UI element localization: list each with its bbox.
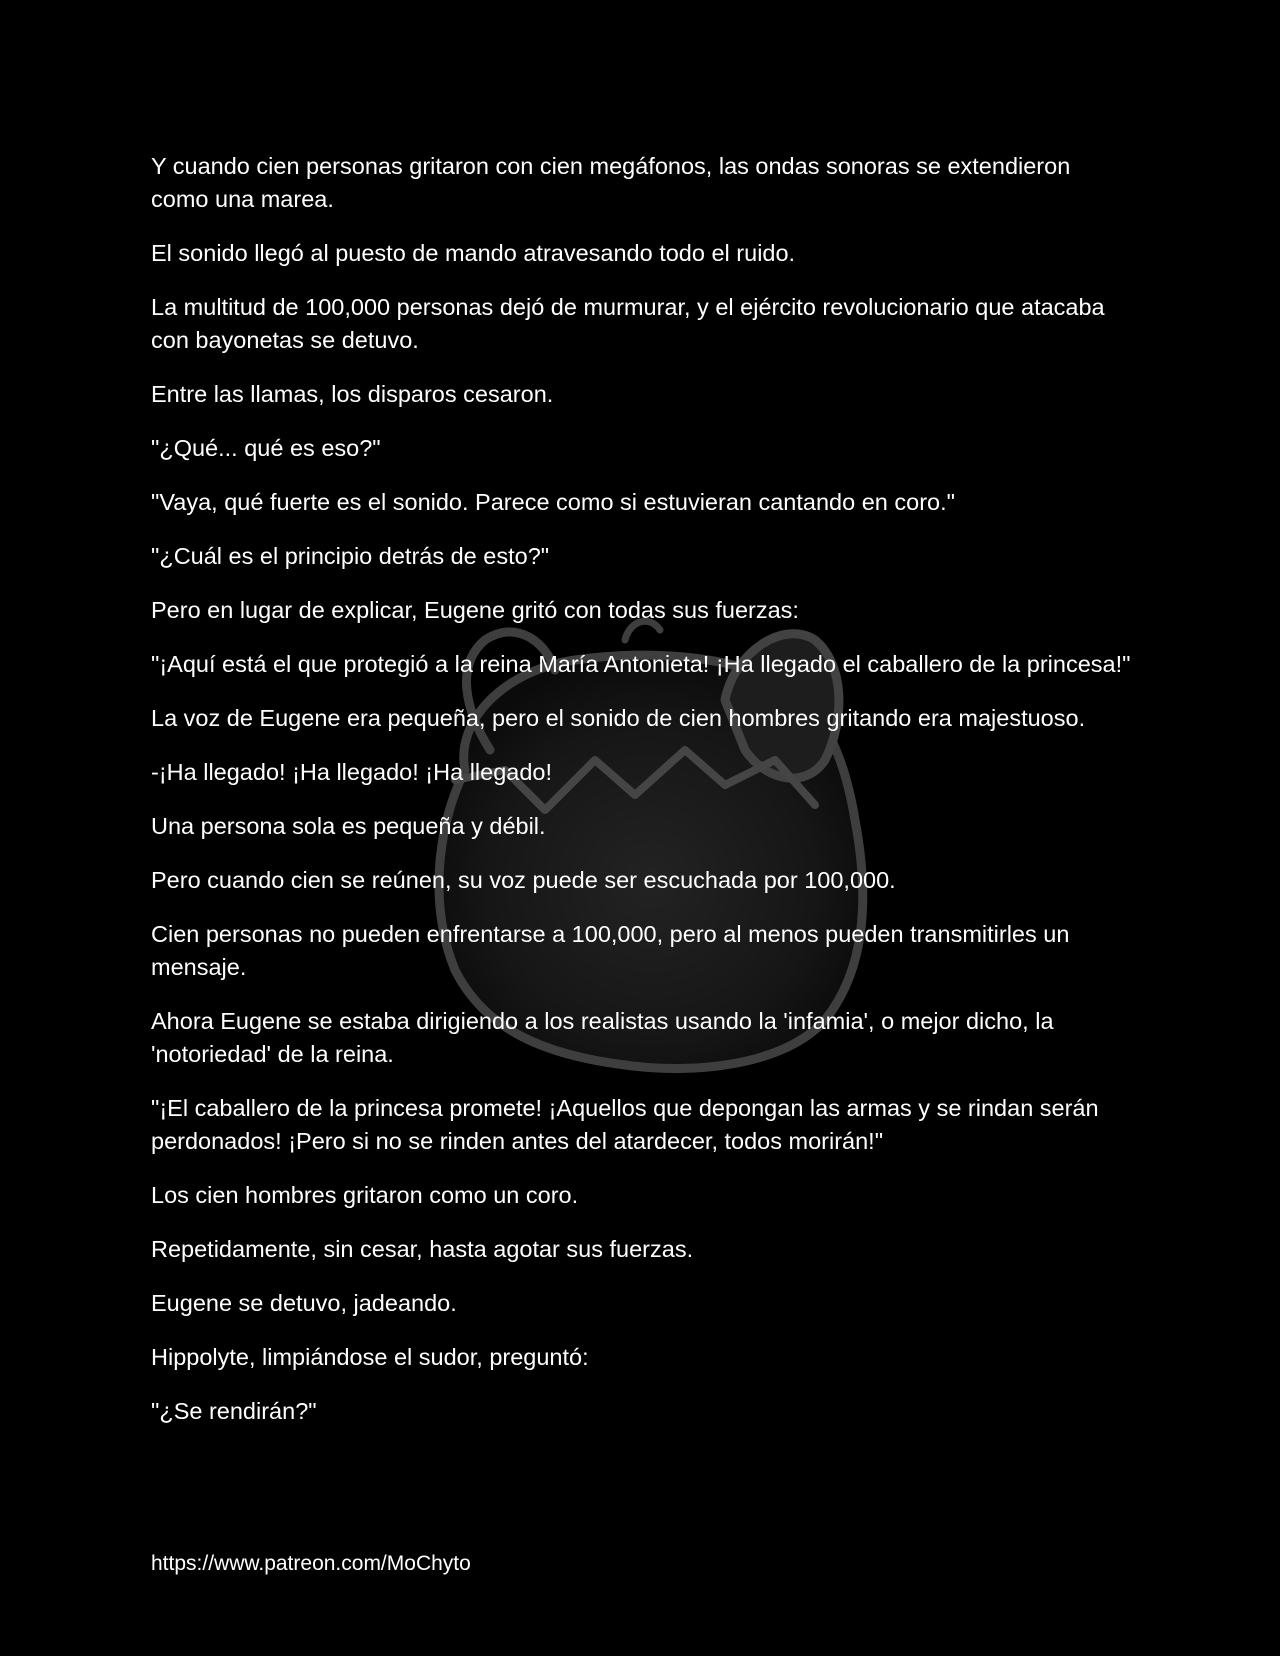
paragraph: "¡Aquí está el que protegió a la reina María Antonieta! ¡Ha llegado el caballero de la princesa!" — [151, 651, 1131, 677]
paragraph: Y cuando cien personas gritaron con cien megáfonos, las ondas sonoras se extendieron como una marea. — [151, 153, 1071, 212]
paragraph: Hippolyte, limpiándose el sudor, preguntó: — [151, 1344, 589, 1370]
paragraph: La multitud de 100,000 personas dejó de murmurar, y el ejército revolucionario que atacaba con bayonetas se detuvo. — [151, 294, 1105, 353]
paragraph: Pero cuando cien se reúnen, su voz puede ser escuchada por 100,000. — [151, 867, 896, 893]
paragraph: Cien personas no pueden enfrentarse a 100,000, pero al menos pueden transmitirles un mensaje. — [151, 921, 1070, 980]
paragraph: La voz de Eugene era pequeña, pero el sonido de cien hombres gritando era majestuoso. — [151, 705, 1086, 731]
paragraph: "¡El caballero de la princesa promete! ¡Aquellos que depongan las armas y se rindan serán perdonados! ¡Pero si no se rinden antes del atardecer, todos morirán!" — [151, 1095, 1099, 1154]
paragraph: "¿Qué... qué es eso?" — [151, 435, 381, 461]
paragraph: Los cien hombres gritaron como un coro. — [151, 1182, 579, 1208]
paragraph: Pero en lugar de explicar, Eugene gritó con todas sus fuerzas: — [151, 597, 799, 623]
paragraph: "¿Se rendirán?" — [151, 1398, 317, 1424]
paragraph: "Vaya, qué fuerte es el sonido. Parece como si estuvieran cantando en coro." — [151, 489, 955, 515]
patreon-link[interactable]: https://www.patreon.com/MoChyto — [151, 1552, 471, 1575]
document-body — [151, 150, 1131, 1449]
paragraph: -¡Ha llegado! ¡Ha llegado! ¡Ha llegado! — [151, 759, 553, 785]
paragraph: Una persona sola es pequeña y débil. — [151, 813, 546, 839]
paragraph: El sonido llegó al puesto de mando atravesando todo el ruido. — [151, 240, 796, 266]
paragraph: Ahora Eugene se estaba dirigiendo a los realistas usando la 'infamia', o mejor dicho, la 'notoriedad' de la reina. — [151, 1008, 1054, 1067]
paragraph: "¿Cuál es el principio detrás de esto?" — [151, 543, 550, 569]
paragraph: Entre las llamas, los disparos cesaron. — [151, 381, 554, 407]
paragraph: Eugene se detuvo, jadeando. — [151, 1290, 457, 1316]
paragraph: Repetidamente, sin cesar, hasta agotar sus fuerzas. — [151, 1236, 694, 1262]
